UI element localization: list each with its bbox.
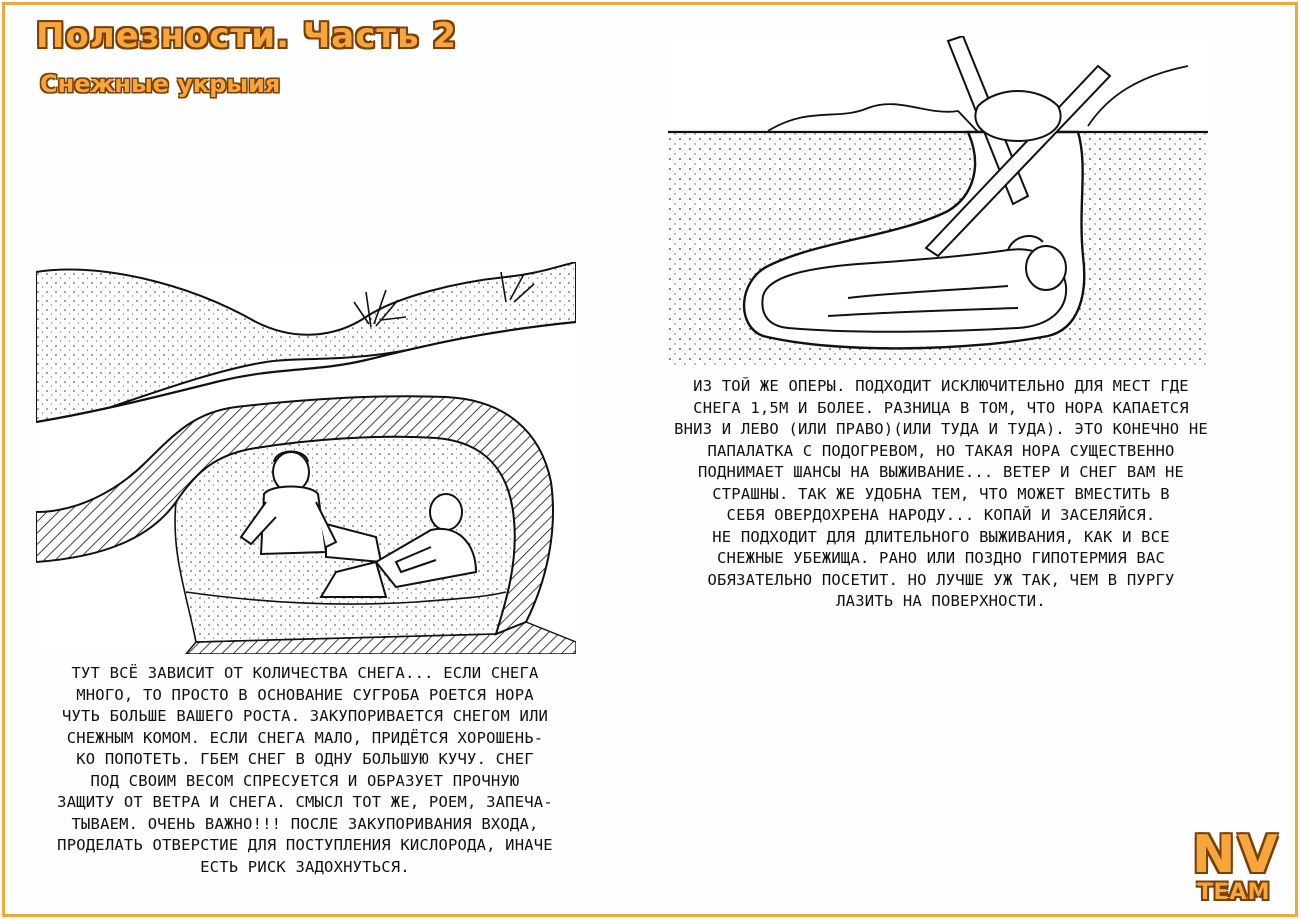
caption-line: ПАПАЛАТКА С ПОДОГРЕВОМ, НО ТАКАЯ НОРА СУЩЕСТВЕННО [707, 441, 1175, 460]
caption-line: ЗАЩИТУ ОТ ВЕТРА И СНЕГА. СМЫСЛ ТОТ ЖЕ, РОЕМ, ЗАПЕЧА- [57, 793, 553, 811]
caption-line: ТУТ ВСЁ ЗАВИСИТ ОТ КОЛИЧЕСТВА СНЕГА... ЕСЛИ СНЕГА [71, 664, 539, 682]
caption-line: ОБЯЗАТЕЛЬНО ПОСЕТИТ. НО ЛУЧШЕ УЖ ТАК, ЧЕМ В ПУРГУ [707, 570, 1175, 589]
snow-trench-caption [666, 376, 1216, 613]
page-subtitle: Снежные укрыия [40, 70, 281, 98]
caption-line: ТЫВАЕМ. ОЧЕНЬ ВАЖНО!!! ПОСЛЕ ЗАКУПОРИВАНИЯ ВХОДА, [71, 814, 539, 833]
logo-line-team: TEAM [1197, 880, 1271, 905]
caption-line: СНЕЖНЫЕ УБЕЖИЩА. РАНО ИЛИ ПОЗДНО ГИПОТЕРМИЯ ВАС [717, 549, 1165, 567]
caption-line: ЛАЗИТЬ НА ПОВЕРХНОСТИ. [836, 592, 1046, 610]
caption-line: МНОГО, ТО ПРОСТО В ОСНОВАНИЕ СУГРОБА РОЕТСЯ НОРА [76, 685, 534, 704]
snow-cave-illustration [36, 262, 576, 654]
caption-line: ПРОДЕЛАТЬ ОТВЕРСТИЕ ДЛЯ ПОСТУПЛЕНИЯ КИСЛОРОДА, ИНАЧЕ [57, 836, 553, 854]
caption-line: КО ПОПОТЕТЬ. ГБЕМ СНЕГ В ОДНУ БОЛЬШУЮ КУЧУ. СНЕГ [76, 750, 534, 768]
caption-line: СНЕЖНЫМ КОМОМ. ЕСЛИ СНЕГА МАЛО, ПРИДЁТСЯ ХОРОШЕНЬ- [66, 728, 544, 747]
snow-cave-caption [40, 663, 570, 878]
logo-line-nv: NV [1192, 825, 1280, 885]
page-title: Полезности. Часть 2 [36, 16, 458, 56]
caption-line: ИЗ ТОЙ ЖЕ ОПЕРЫ. ПОДХОДИТ ИСКЛЮЧИТЕЛЬНО ДЛЯ МЕСТ ГДЕ [693, 377, 1189, 395]
caption-line: НЕ ПОДХОДИТ ДЛЯ ДЛИТЕЛЬНОГО ВЫЖИВАНИЯ, КАК И ВСЕ [712, 527, 1170, 546]
caption-line: СТРАШНЫ. ТАК ЖЕ УДОБНА ТЕМ, ЧТО МОЖЕТ ВМЕСТИТЬ В [712, 484, 1170, 503]
caption-line: ЕСТЬ РИСК ЗАДОХНУТЬСЯ. [200, 857, 410, 876]
caption-line: ВНИЗ И ЛЕВО (ИЛИ ПРАВО)(ИЛИ ТУДА И ТУДА). ЭТО КОНЕЧНО НЕ [674, 420, 1208, 438]
nv-team-logo [1192, 825, 1280, 905]
caption-line: ЧУТЬ БОЛЬШЕ ВАШЕГО РОСТА. ЗАКУПОРИВАЕТСЯ СНЕГОМ ИЛИ [61, 707, 549, 725]
caption-line: ПОДНИМАЕТ ШАНСЫ НА ВЫЖИВАНИЕ... ВЕТЕР И СНЕГ ВАМ НЕ [697, 463, 1185, 481]
caption-line: СЕБЯ ОВЕРДОХРЕНА НАРОДУ... КОПАЙ И ЗАСЕЛЯЙСЯ. [726, 506, 1156, 524]
snow-trench-illustration [668, 36, 1208, 366]
caption-line: СНЕГА 1,5М И БОЛЕЕ. РАЗНИЦА В ТОМ, ЧТО НОРА КАПАЕТСЯ [693, 398, 1189, 417]
caption-line: ПОД СВОИМ ВЕСОМ СПРЕСУЕТСЯ И ОБРАЗУЕТ ПРОЧНУЮ [90, 771, 520, 790]
